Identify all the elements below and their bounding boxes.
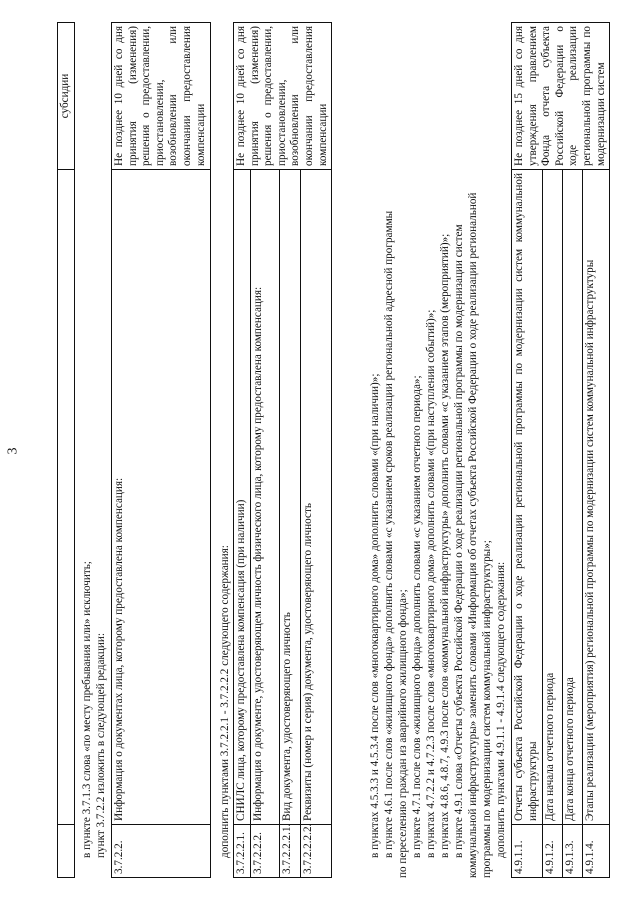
row-372222-num: 3.7.2.2.2.2. (301, 825, 332, 878)
page-number: 3 (5, 447, 21, 455)
paragraph-add-4911: дополнить пунктами 4.9.1.1 - 4.9.1.4 следующего содержания: (495, 561, 507, 858)
table-4911-deadline: Не позднее 15 дней со дня утверждения правлением Фонда отчета субъекта Российской Федерации о ходе реализации региональной программы по модернизации систем (512, 23, 610, 170)
paragraph-461: в пункте 4.6.1 после слов «жилищного фонда» дополнить словами «с указанием сроков реализации региональной адресной программы (383, 210, 395, 858)
row-4911-num: 4.9.1.1. (512, 825, 543, 878)
row-3722-deadline: Не позднее 10 дней со дня принятия (изменения) решения о предоставлении, приостановлении, возобновлении или окончании предоставления компенсации (112, 23, 211, 170)
row-4914-text: Этапы реализации (мероприятия) региональной программы по модернизации систем коммунальной инфраструктуры (583, 170, 610, 825)
rotated-document-body (57, 22, 612, 878)
row-372221-num: 3.7.2.2.2.1. (280, 825, 301, 878)
paragraph-461-cont: по переселению граждан из аварийного жилищного фонда»; (397, 589, 409, 878)
paragraph-486: в пунктах 4.8.6, 4.8.7, 4.9.3 после слов «коммунальной инфраструктуры» дополнить словами «с указанием этапов (мероприятий)»; (439, 233, 451, 858)
row-4911-text: Отчеты субъекта Российской Федерации о ходе реализации региональной программы по модернизации систем коммунальной инфраструктуры (512, 170, 543, 825)
table-3722 (111, 22, 211, 878)
paragraph-3722-intro: пункт 3.7.2.2 изложить в следующей редакции: (95, 633, 107, 858)
paragraph-add-3722x: дополнить пунктами 3.7.2.2.1 - 3.7.2.2.2 следующего содержания: (219, 545, 231, 858)
row-37222-text: Информация о документе, удостоверяющем личность физического лица, которому предоставлена компенсация: (251, 170, 280, 825)
row-4913-num: 4.9.1.3. (563, 825, 583, 878)
row-4914-num: 4.9.1.4. (583, 825, 610, 878)
top-cell-right: субсидии (58, 23, 75, 170)
paragraph-4722: в пунктах 4.7.2.2 и 4.7.2.3 после слов «многоквартирного дома» дополнить словами «(при наступлении событий)»; (425, 309, 437, 858)
top-cell-num (58, 825, 75, 878)
row-372222-text: Реквизиты (номер и серия) документа, удостоверяющего личность (301, 170, 332, 825)
top-cell-main (58, 170, 75, 825)
paragraph-4533: в пунктах 4.5.3.3 и 4.5.3.4 после слов «многоквартирного дома» дополнить словами «(при наличии)»; (369, 373, 381, 858)
row-3722-num: 3.7.2.2. (112, 825, 211, 878)
paragraph-491: в пункте 4.9.1 слова «Отчеты субъекта Российской Федерации о ходе реализации региональной программы по модернизации систем (453, 224, 465, 858)
row-3722-text: Информация о документах лица, которому предоставлена компенсация: (112, 170, 211, 825)
row-4913-text: Дата конца отчетного периода (563, 170, 583, 825)
paragraph-491-end: программы по модернизации систем коммунальной инфраструктуры»; (481, 540, 493, 878)
row-4912-num: 4.9.1.2. (543, 825, 563, 878)
paragraph-3713: в пункте 3.7.1.3 слова «по месту пребывания или» исключить; (81, 561, 93, 858)
paragraph-491-cont: коммунальной инфраструктуры» заменить словами «Информация об отчетах субъекта Российской Федерации о ходе реализации региональной (467, 192, 479, 878)
table-3722x (233, 22, 332, 878)
table-4911 (511, 22, 610, 878)
row-372221-text: Вид документа, удостоверяющего личность (280, 170, 301, 825)
row-37221-text: СНИЛС лица, которому предоставлена компенсация (при наличии) (234, 170, 251, 825)
row-4912-text: Дата начала отчетного периода (543, 170, 563, 825)
paragraph-471: в пункте 4.7.1 после слов «жилищного фонда» дополнить словами «с указанием отчетного периода»; (411, 375, 423, 858)
row-37222-num: 3.7.2.2.2. (251, 825, 280, 878)
table-3722x-deadline: Не позднее 10 дней со дня принятия (изменения) решения о предоставлении, приостановлении, возобновлении или окончании предоставления компенсации (234, 23, 332, 170)
top-table-fragment (57, 22, 75, 878)
row-37221-num: 3.7.2.2.1. (234, 825, 251, 878)
